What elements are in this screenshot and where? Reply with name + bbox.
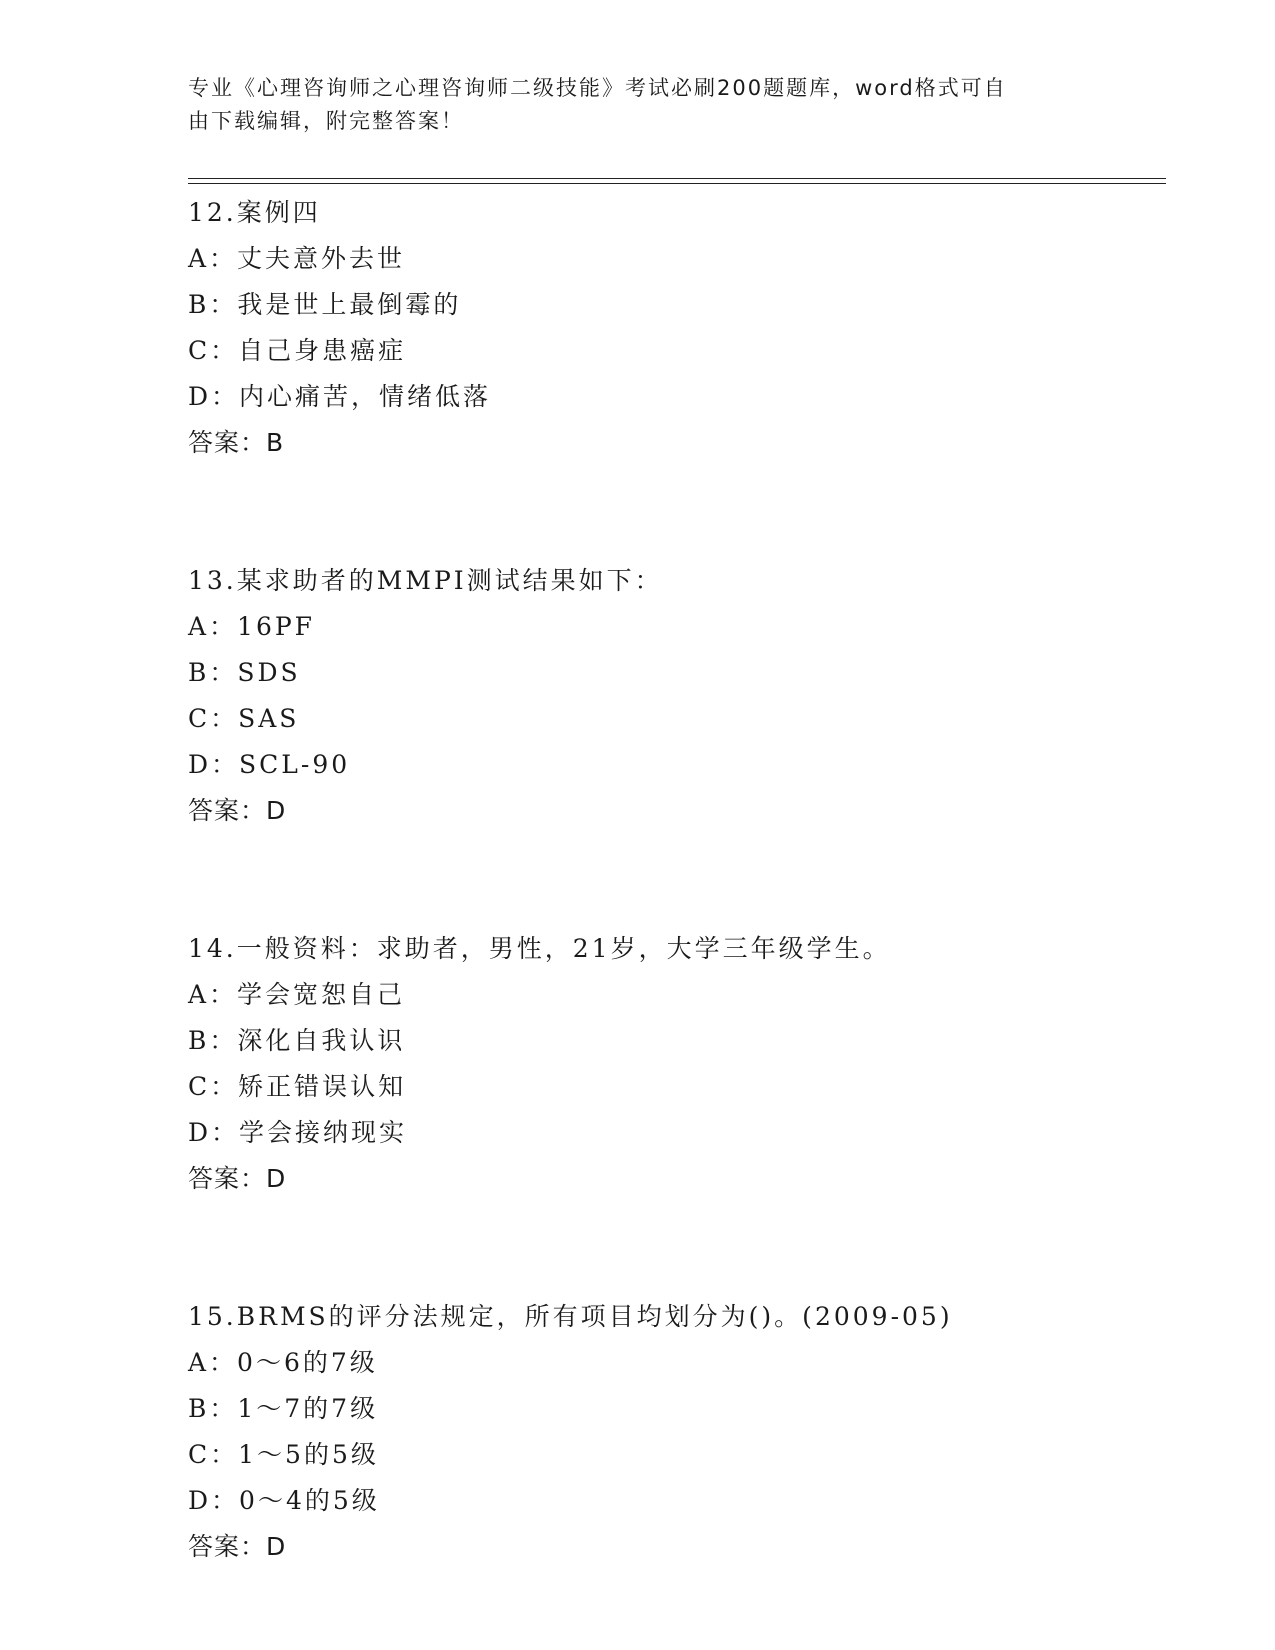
option-d: D：0～4的5级 [188,1486,380,1515]
header-divider-bottom [188,183,1166,184]
question-spacer [188,466,1148,558]
answer-line: 答案：D [188,1164,287,1193]
option-b: B：深化自我认识 [188,1026,406,1055]
option-d: D：SCL-90 [188,750,351,779]
question-list [188,190,1148,1570]
question-block [188,558,1148,834]
option-c: C：SAS [188,704,300,733]
option-a: A：16PF [188,612,316,641]
question-block [188,190,1148,466]
option-b: B：我是世上最倒霉的 [188,290,462,319]
option-a: A：丈夫意外去世 [188,244,406,273]
question-block [188,926,1148,1202]
question-spacer [188,1202,1148,1294]
question-title: 13.某求助者的MMPI测试结果如下： [188,566,663,595]
option-b: B：SDS [188,658,301,687]
header-line-2: 由下载编辑，附完整答案！ [188,109,464,133]
option-a: A：学会宽恕自己 [188,980,406,1009]
option-c: C：自己身患癌症 [188,336,407,365]
question-block [188,1294,1148,1570]
question-spacer [188,834,1148,926]
option-a: A：0～6的7级 [188,1348,378,1377]
header-divider-top [188,178,1166,179]
question-title: 14.一般资料：求助者，男性，21岁，大学三年级学生。 [188,934,891,963]
answer-line: 答案：D [188,796,287,825]
option-c: C：矫正错误认知 [188,1072,407,1101]
option-d: D：内心痛苦，情绪低落 [188,382,492,411]
answer-line: 答案：B [188,428,285,457]
option-c: C：1～5的5级 [188,1440,379,1469]
question-title: 15.BRMS的评分法规定，所有项目均划分为()。(2009-05) [188,1302,953,1331]
option-d: D：学会接纳现实 [188,1118,408,1147]
document-header [188,72,1068,138]
answer-line: 答案：D [188,1532,287,1561]
header-line-1: 专业《心理咨询师之心理咨询师二级技能》考试必刷200题题库，word格式可自 [188,76,1007,100]
option-b: B：1～7的7级 [188,1394,379,1423]
question-title: 12.案例四 [188,198,321,227]
